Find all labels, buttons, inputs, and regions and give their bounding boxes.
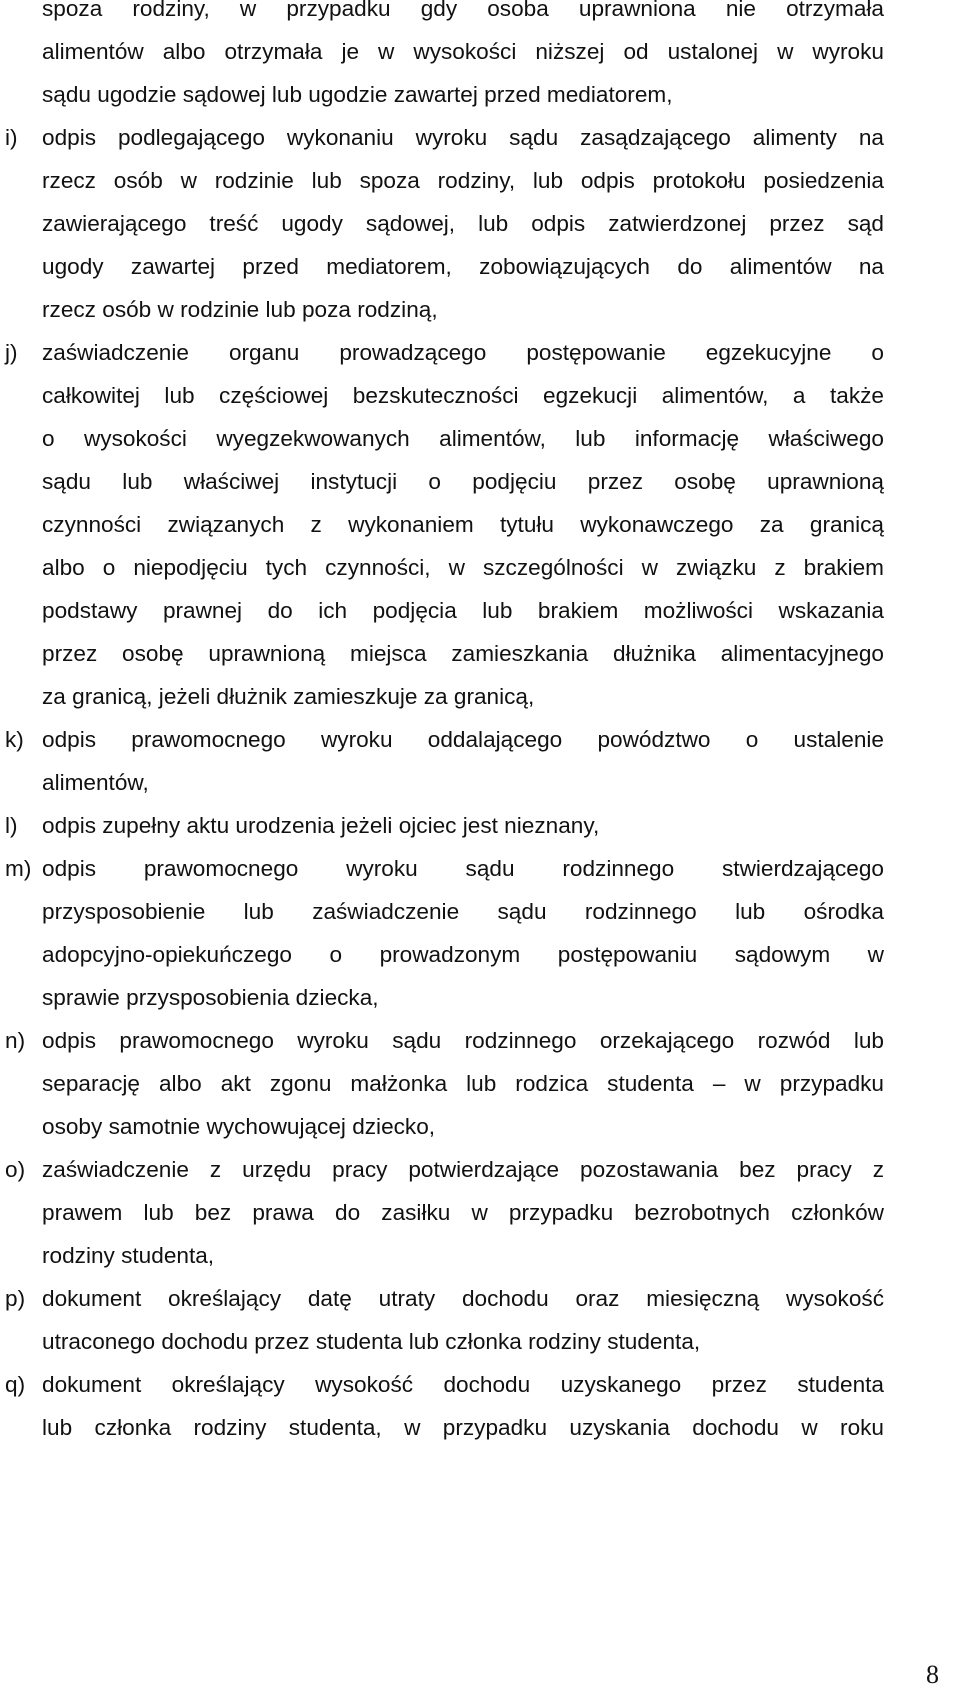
- text-line: przysposobienie lub zaświadczenie sądu rodzinnego lub ośrodka: [42, 899, 884, 924]
- text-line: odpis podlegającego wykonaniu wyroku sądu zasądzającego alimenty na: [42, 125, 884, 150]
- text-line: osoby samotnie wychowującej dziecko,: [42, 1114, 436, 1139]
- list-item-label: k): [5, 727, 24, 752]
- text-line: o wysokości wyegzekwowanych alimentów, lub informację właściwego: [42, 426, 884, 451]
- text-line: odpis prawomocnego wyroku sądu rodzinnego orzekającego rozwód lub: [42, 1028, 884, 1053]
- text-line: ugody zawartej przed mediatorem, zobowiązujących do alimentów na: [42, 254, 884, 279]
- text-line: rzecz osób w rodzinie lub poza rodziną,: [42, 297, 438, 322]
- list-item-label: i): [5, 125, 18, 150]
- text-line: czynności związanych z wykonaniem tytułu wykonawczego za granicą: [42, 512, 884, 537]
- text-line: rodziny studenta,: [42, 1243, 215, 1268]
- text-line: utraconego dochodu przez studenta lub członka rodziny studenta,: [42, 1329, 701, 1354]
- text-line: za granicą, jeżeli dłużnik zamieszkuje za granicą,: [42, 684, 535, 709]
- text-line: albo o niepodjęciu tych czynności, w szczególności w związku z brakiem: [42, 555, 884, 580]
- text-line: rzecz osób w rodzinie lub spoza rodziny, lub odpis protokołu posiedzenia: [42, 168, 884, 193]
- list-item-label: l): [5, 813, 18, 838]
- text-line: zaświadczenie organu prowadzącego postępowanie egzekucyjne o: [42, 340, 884, 365]
- text-line: alimentów albo otrzymała je w wysokości niższej od ustalonej w wyroku: [42, 39, 884, 64]
- list-item-label: p): [5, 1286, 26, 1311]
- text-line: sądu ugodzie sądowej lub ugodzie zawartej przed mediatorem,: [42, 82, 673, 107]
- text-line: sądu lub właściwej instytucji o podjęciu przez osobę uprawnioną: [42, 469, 884, 494]
- text-line: zawierającego treść ugody sądowej, lub odpis zatwierdzonej przez sąd: [42, 211, 884, 236]
- text-line: odpis zupełny aktu urodzenia jeżeli ojciec jest nieznany,: [42, 813, 600, 838]
- text-line: separację albo akt zgonu małżonka lub rodzica studenta – w przypadku: [42, 1071, 884, 1096]
- text-line: zaświadczenie z urzędu pracy potwierdzające pozostawania bez pracy z: [42, 1157, 884, 1182]
- text-line: alimentów,: [42, 770, 149, 795]
- text-line: odpis prawomocnego wyroku oddalającego powództwo o ustalenie: [42, 727, 884, 752]
- text-line: lub członka rodziny studenta, w przypadku uzyskania dochodu w roku: [42, 1415, 884, 1440]
- text-line: podstawy prawnej do ich podjęcia lub brakiem możliwości wskazania: [42, 598, 884, 623]
- text-line: odpis prawomocnego wyroku sądu rodzinnego stwierdzającego: [42, 856, 884, 881]
- page-number: 8: [926, 1660, 939, 1689]
- list-item-label: o): [5, 1157, 26, 1182]
- text-line: dokument określający wysokość dochodu uzyskanego przez studenta: [42, 1372, 884, 1397]
- text-line: adopcyjno-opiekuńczego o prowadzonym postępowaniu sądowym w: [42, 942, 884, 967]
- text-line: prawem lub bez prawa do zasiłku w przypadku bezrobotnych członków: [42, 1200, 884, 1225]
- text-line: spoza rodziny, w przypadku gdy osoba uprawniona nie otrzymała: [42, 0, 884, 21]
- list-item-label: n): [5, 1028, 26, 1053]
- list-item-label: m): [5, 856, 32, 881]
- text-line: całkowitej lub częściowej bezskuteczności egzekucji alimentów, a także: [42, 383, 884, 408]
- text-line: przez osobę uprawnioną miejsca zamieszkania dłużnika alimentacyjnego: [42, 641, 884, 666]
- list-item-label: q): [5, 1372, 26, 1397]
- text-line: dokument określający datę utraty dochodu oraz miesięczną wysokość: [42, 1286, 884, 1311]
- list-item-label: j): [5, 340, 18, 365]
- text-line: sprawie przysposobienia dziecka,: [42, 985, 379, 1010]
